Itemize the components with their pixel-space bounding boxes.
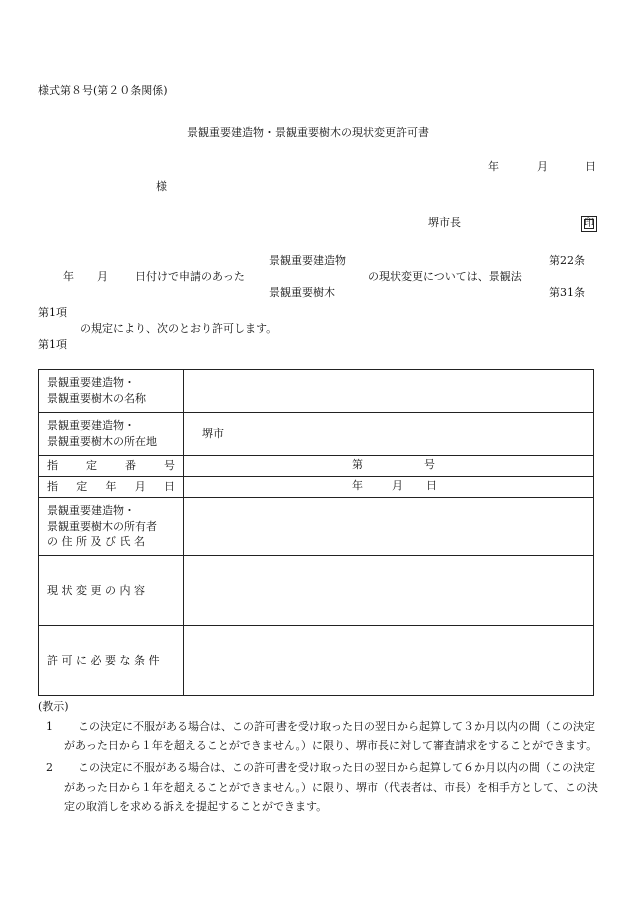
option-tree: 景観重要樹木 bbox=[269, 286, 335, 299]
row-designation-number bbox=[39, 456, 594, 477]
row-owner bbox=[39, 498, 594, 556]
note-number-2: 2 bbox=[46, 761, 53, 774]
note-item-1 bbox=[38, 717, 598, 756]
conditions-value bbox=[184, 626, 594, 696]
row-conditions bbox=[39, 626, 594, 696]
article-22: 第22条 bbox=[549, 254, 585, 267]
issuer-name: 堺市長 bbox=[428, 216, 461, 229]
paragraph-a: 第1項 bbox=[38, 306, 67, 319]
designation-date-value bbox=[184, 477, 594, 498]
note-text-1: この決定に不服がある場合は、この許可書を受け取った日の翌日から起算して３か月以内の間（この決定があった日から１年を超えることができません。）に限り、堺市長に対して審査請求をすることができます。 bbox=[64, 719, 598, 753]
option-building: 景観重要建造物 bbox=[269, 254, 346, 267]
dd-char-3: 年 bbox=[105, 480, 117, 494]
date-day-label: 日 bbox=[585, 160, 596, 173]
location-label-line1: 景観重要建造物・ bbox=[47, 419, 135, 433]
dd-char-5: 日 bbox=[164, 480, 175, 494]
row-location bbox=[39, 413, 594, 456]
location-label-line2: 景観重要樹木の所在地 bbox=[47, 435, 157, 448]
designation-date-year: 年 bbox=[352, 479, 363, 492]
name-label-line1: 景観重要建造物・ bbox=[47, 376, 135, 390]
designation-date-day: 日 bbox=[426, 479, 437, 492]
permit-form-table bbox=[38, 369, 594, 696]
change-label: 現 状 変 更 の 内 容 bbox=[39, 556, 184, 626]
owner-label-line2: 景観重要樹木の所有者 bbox=[47, 519, 157, 533]
dn-char-3: 番 bbox=[125, 459, 136, 473]
designation-date-month: 月 bbox=[392, 479, 403, 492]
instruction-notes bbox=[38, 700, 598, 817]
note-number-1: 1 bbox=[46, 719, 53, 733]
addressee-suffix: 様 bbox=[156, 180, 167, 193]
location-value: 堺市 bbox=[184, 413, 594, 456]
designation-go: 号 bbox=[424, 458, 435, 471]
owner-value bbox=[184, 498, 594, 556]
document-title: 景観重要建造物・景観重要樹木の現状変更許可書 bbox=[187, 126, 429, 139]
designation-number-label bbox=[39, 456, 184, 477]
seal-label: 印 bbox=[584, 218, 594, 229]
note-item-2 bbox=[38, 758, 598, 817]
row-name bbox=[39, 370, 594, 413]
name-value bbox=[184, 370, 594, 413]
row-designation-date bbox=[39, 477, 594, 498]
owner-label-line1: 景観重要建造物・ bbox=[47, 503, 135, 517]
paragraph-b: 第1項 bbox=[38, 338, 67, 351]
name-label-line2: 景観重要樹木の名称 bbox=[47, 392, 146, 405]
dn-char-2: 定 bbox=[86, 459, 97, 473]
permit-statement: の規定により、次のとおり許可します。 bbox=[80, 322, 278, 335]
dn-char-4: 号 bbox=[164, 459, 175, 473]
dd-char-2: 定 bbox=[76, 480, 88, 494]
seal-stamp bbox=[581, 216, 597, 232]
change-value bbox=[184, 556, 594, 626]
statement-year: 年 bbox=[63, 270, 74, 283]
statement-applied: 日付けで申請のあった bbox=[135, 270, 245, 283]
owner-label-line3: の 住 所 及 び 氏 名 bbox=[47, 535, 145, 549]
dd-char-1: 指 bbox=[47, 480, 58, 494]
designation-number-value bbox=[184, 456, 594, 477]
statement-month: 月 bbox=[97, 270, 108, 283]
owner-label bbox=[39, 498, 184, 556]
row-change bbox=[39, 556, 594, 626]
designation-dai: 第 bbox=[352, 458, 363, 471]
location-label bbox=[39, 413, 184, 456]
dn-char-1: 指 bbox=[47, 459, 58, 473]
designation-date-label bbox=[39, 477, 184, 498]
form-number: 様式第８号(第２０条関係) bbox=[38, 84, 168, 97]
conditions-label: 許 可 に 必 要 な 条 件 bbox=[39, 626, 184, 696]
notes-heading: (教示) bbox=[38, 700, 69, 713]
dd-char-4: 月 bbox=[134, 480, 146, 494]
date-month-label: 月 bbox=[537, 160, 548, 173]
article-31: 第31条 bbox=[549, 286, 585, 299]
note-text-2: この決定に不服がある場合は、この許可書を受け取った日の翌日から起算して６か月以内の間（この決定があった日から１年を超えることができません。）に限り、堺市（代表者は、市長）を相手方として、この決定の取消しを求める訴えを提起することができます。 bbox=[64, 761, 598, 814]
name-label bbox=[39, 370, 184, 413]
statement-alteration: の現状変更については、景観法 bbox=[368, 270, 522, 283]
date-year-label: 年 bbox=[488, 160, 499, 173]
